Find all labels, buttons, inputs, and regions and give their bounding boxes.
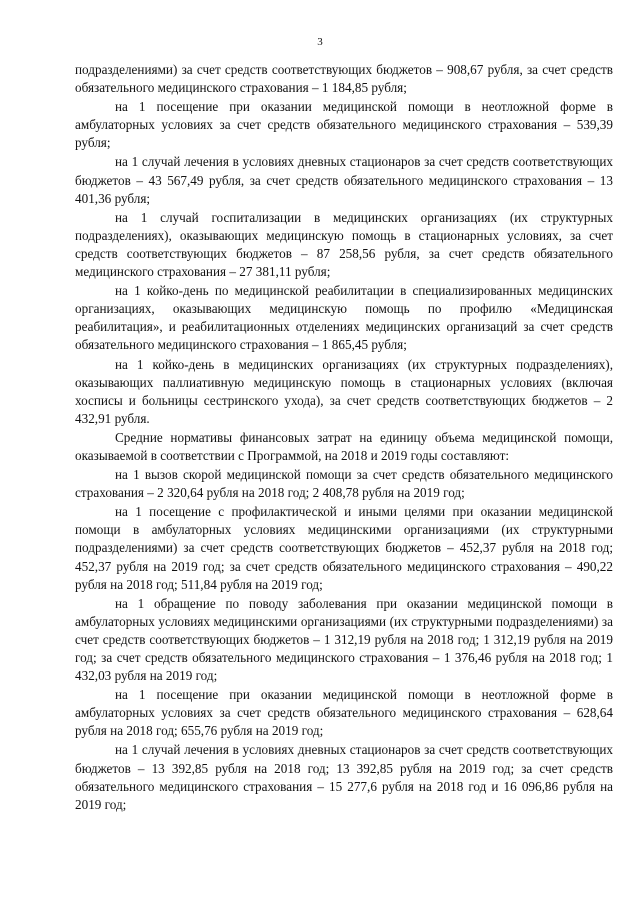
paragraph: на 1 обращение по поводу заболевания при оказании медицинской помощи в амбулаторных условиях медицинскими организациями (их структурными подразделениями) за счет средств соответствующих бюджетов – 1 312,19 рубля на 2018 год; 1 312,19 рубля на 2019 год; за счет средств обязательного медицинского страхования – 1 376,46 рубля на 2018 год; 1 432,03 рубля на 2019 год; [75, 595, 613, 684]
paragraph: на 1 случай лечения в условиях дневных стационаров за счет средств соответствующих бюджетов – 13 392,85 рубля на 2018 год; 13 392,85 рубля на 2019 год; за счет средств обязательного медицинского страхования – 15 277,6 рубля на 2018 год и 16 096,86 рубля на 2019 год; [75, 742, 613, 812]
paragraph: на 1 посещение с профилактической и иными целями при оказании медицинской помощи в амбулаторных условиях медицинскими организациями (их структурными подразделениями) за счет средств соответствующих бюджетов – 452,37 рубля на 2018 год; 452,37 рубля на 2019 год; за счет средств обязательного медицинского страхования – 490,22 рубля на 2018 год; 511,84 рубля на 2019 год; [75, 504, 613, 592]
paragraph: на 1 посещение при оказании медицинской помощи в неотложной форме в амбулаторных условиях за счет средств обязательного медицинского страхования – 628,64 рубля на 2018 год; 655,76 рубля на 2019 год; [75, 687, 613, 739]
paragraph: на 1 посещение при оказании медицинской помощи в неотложной форме в амбулаторных условиях за счет средств обязательного медицинского страхования – 539,39 рубля; [75, 99, 613, 151]
paragraph: Средние нормативы финансовых затрат на единицу объема медицинской помощи, оказываемой в соответствии с Программой, на 2018 и 2019 годы составляют: [75, 429, 613, 463]
page-number: 3 [317, 36, 323, 48]
paragraph: на 1 койко-день по медицинской реабилитации в специализированных медицинских организациях, оказывающих медицинскую помощь по профилю «Медицинская реабилитация», и реабилитационных отделениях медицинских организаций за счет средств обязательного медицинского страхования – 1 865,45 рубля; [75, 283, 613, 353]
paragraph: подразделениями) за счет средств соответствующих бюджетов – 908,67 рубля, за счет средств обязательного медицинского страхования – 1 184,85 рубля; [75, 62, 613, 96]
paragraph: на 1 случай госпитализации в медицинских организациях (их структурных подразделениях), оказывающих медицинскую помощь в стационарных условиях, за счет средств соответствующих бюджетов – 87 258,56 рубля, за счет средств обязательного медицинского страхования – 27 381,11 рубля; [75, 209, 613, 280]
paragraph: на 1 вызов скорой медицинской помощи за счет средств обязательного медицинского страхования – 2 320,64 рубля на 2018 год; 2 408,78 рубля на 2019 год; [75, 467, 613, 501]
paragraph: на 1 койко-день в медицинских организациях (их структурных подразделениях), оказывающих паллиативную медицинскую помощь в стационарных условиях (включая хосписы и больницы сестринского ухода), за счет средств соответствующих бюджетов – 2 432,91 рубля. [75, 356, 613, 426]
paragraph: на 1 случай лечения в условиях дневных стационаров за счет средств соответствующих бюджетов – 43 567,49 рубля, за счет средств обязательного медицинского страхования – 13 401,36 рубля; [75, 154, 613, 206]
document-body [75, 61, 613, 815]
